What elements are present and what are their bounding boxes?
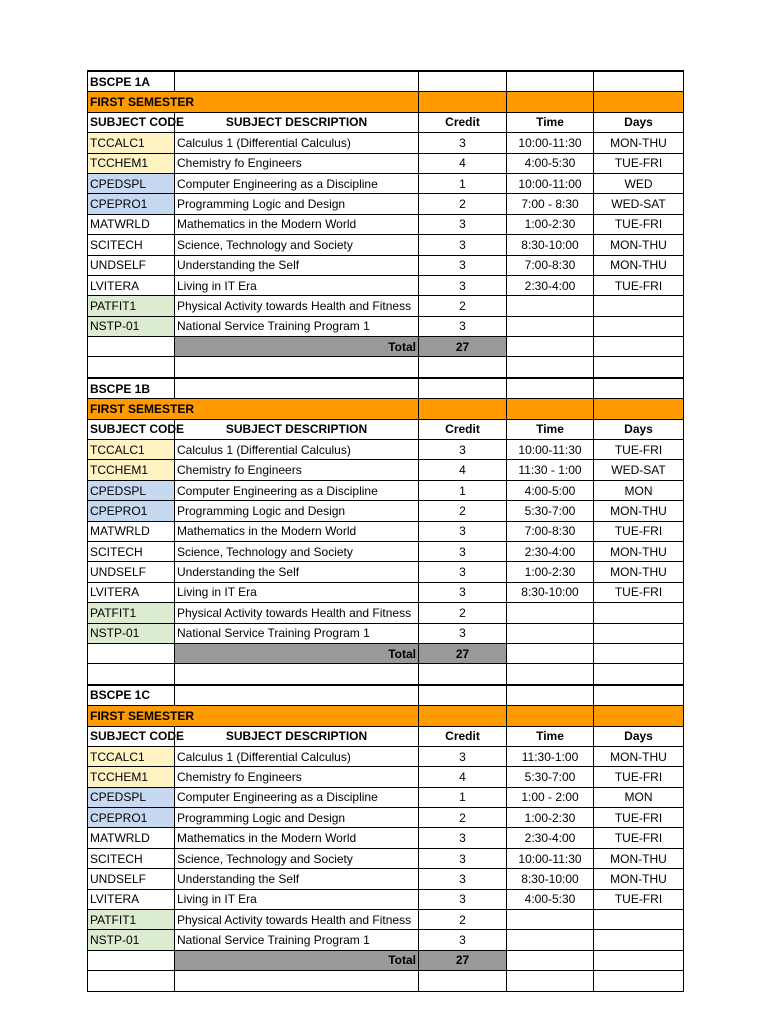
subject-description[interactable]: National Service Training Program 1 [175, 930, 419, 950]
subject-description[interactable]: Understanding the Self [175, 562, 419, 582]
subject-row [88, 808, 684, 828]
column-header-row [88, 112, 684, 132]
days[interactable]: MON-THU [594, 501, 684, 521]
days[interactable]: TUE-FRI [594, 808, 684, 828]
subject-code[interactable]: CPEDSPL [88, 173, 175, 193]
subject-row [88, 889, 684, 909]
section-title[interactable]: BSCPE 1A [88, 71, 175, 92]
days[interactable]: WED [594, 173, 684, 193]
empty-cell[interactable] [507, 950, 594, 970]
empty-cell[interactable] [88, 950, 175, 970]
subject-code[interactable]: PATFIT1 [88, 910, 175, 930]
subject-description[interactable]: Computer Engineering as a Discipline [175, 787, 419, 807]
subject-code[interactable]: CPEPRO1 [88, 194, 175, 214]
subject-row [88, 582, 684, 602]
subject-row [88, 153, 684, 173]
subject-description[interactable]: Chemistry fo Engineers [175, 767, 419, 787]
subject-row [88, 869, 684, 889]
time[interactable] [507, 603, 594, 623]
time[interactable]: 8:30-10:00 [507, 869, 594, 889]
subject-row [88, 133, 684, 153]
total-row [88, 643, 684, 663]
time[interactable] [507, 910, 594, 930]
subject-code[interactable]: CPEDSPL [88, 480, 175, 500]
days[interactable]: TUE-FRI [594, 214, 684, 234]
subject-code[interactable]: TCCHEM1 [88, 767, 175, 787]
subject-code[interactable]: LVITERA [88, 889, 175, 909]
credit[interactable]: 3 [419, 275, 507, 295]
subject-code[interactable]: MATWRLD [88, 521, 175, 541]
time[interactable]: 1:00-2:30 [507, 214, 594, 234]
empty-cell[interactable] [594, 71, 684, 92]
subject-row [88, 173, 684, 193]
days[interactable]: MON-THU [594, 848, 684, 868]
subject-description[interactable]: Calculus 1 (Differential Calculus) [175, 133, 419, 153]
credit[interactable]: 3 [419, 521, 507, 541]
credit[interactable]: 3 [419, 255, 507, 275]
empty-cell[interactable] [594, 685, 684, 706]
empty-cell[interactable] [88, 664, 175, 685]
subject-row [88, 440, 684, 460]
subject-description[interactable]: National Service Training Program 1 [175, 623, 419, 643]
days[interactable] [594, 910, 684, 930]
credit[interactable]: 2 [419, 910, 507, 930]
semester-label[interactable]: FIRST SEMESTER [88, 399, 419, 419]
empty-cell[interactable] [419, 664, 507, 685]
header-subject-code[interactable]: SUBJECT CODE [88, 726, 175, 746]
credit[interactable]: 3 [419, 541, 507, 561]
header-time[interactable]: Time [507, 419, 594, 439]
empty-cell[interactable] [88, 643, 175, 663]
subject-code[interactable]: TCCHEM1 [88, 460, 175, 480]
header-days[interactable]: Days [594, 726, 684, 746]
section-title-row [88, 685, 684, 706]
days[interactable] [594, 296, 684, 316]
spreadsheet [87, 70, 683, 992]
days[interactable]: MON-THU [594, 869, 684, 889]
subject-code[interactable]: CPEPRO1 [88, 808, 175, 828]
semester-row [88, 92, 684, 112]
empty-cell[interactable] [88, 971, 175, 991]
credit[interactable]: 3 [419, 214, 507, 234]
empty-cell[interactable] [419, 971, 507, 991]
subject-code[interactable]: MATWRLD [88, 214, 175, 234]
time[interactable]: 11:30-1:00 [507, 746, 594, 766]
subject-code[interactable]: SCITECH [88, 848, 175, 868]
credit[interactable]: 3 [419, 440, 507, 460]
subject-row [88, 275, 684, 295]
empty-cell[interactable] [507, 685, 594, 706]
empty-cell[interactable] [507, 71, 594, 92]
subject-row [88, 480, 684, 500]
header-credit[interactable]: Credit [419, 726, 507, 746]
time[interactable]: 4:00-5:00 [507, 480, 594, 500]
subject-code[interactable]: LVITERA [88, 582, 175, 602]
days[interactable]: MON-THU [594, 255, 684, 275]
empty-cell[interactable] [507, 706, 594, 726]
subject-description[interactable]: Science, Technology and Society [175, 848, 419, 868]
empty-cell[interactable] [175, 357, 419, 378]
subject-code[interactable]: PATFIT1 [88, 603, 175, 623]
time[interactable]: 1:00-2:30 [507, 562, 594, 582]
semester-row [88, 706, 684, 726]
empty-cell[interactable] [419, 399, 507, 419]
subject-description[interactable]: Physical Activity towards Health and Fitness [175, 603, 419, 623]
subject-row [88, 541, 684, 561]
empty-cell[interactable] [507, 357, 594, 378]
empty-cell[interactable] [419, 378, 507, 399]
subject-code[interactable]: SCITECH [88, 235, 175, 255]
empty-cell[interactable] [175, 971, 419, 991]
credit[interactable]: 3 [419, 746, 507, 766]
credit[interactable]: 3 [419, 623, 507, 643]
empty-cell[interactable] [507, 399, 594, 419]
days[interactable]: WED-SAT [594, 460, 684, 480]
subject-description[interactable]: Chemistry fo Engineers [175, 460, 419, 480]
subject-code[interactable]: PATFIT1 [88, 296, 175, 316]
credit[interactable]: 3 [419, 582, 507, 602]
time[interactable]: 2:30-4:00 [507, 275, 594, 295]
subject-code[interactable]: CPEPRO1 [88, 501, 175, 521]
column-header-row [88, 726, 684, 746]
subject-description[interactable]: Calculus 1 (Differential Calculus) [175, 440, 419, 460]
days[interactable]: MON [594, 787, 684, 807]
subject-description[interactable]: Living in IT Era [175, 275, 419, 295]
blank-row [88, 357, 684, 378]
empty-cell[interactable] [594, 643, 684, 663]
subject-row [88, 194, 684, 214]
subject-description[interactable]: Mathematics in the Modern World [175, 521, 419, 541]
subject-row [88, 460, 684, 480]
subject-code[interactable]: TCCALC1 [88, 746, 175, 766]
time[interactable] [507, 316, 594, 336]
time[interactable] [507, 930, 594, 950]
days[interactable]: TUE-FRI [594, 828, 684, 848]
time[interactable]: 10:00-11:30 [507, 440, 594, 460]
header-subject-description[interactable]: SUBJECT DESCRIPTION [175, 112, 419, 132]
header-subject-code[interactable]: SUBJECT CODE [88, 419, 175, 439]
empty-cell[interactable] [507, 643, 594, 663]
subject-description[interactable]: Living in IT Era [175, 582, 419, 602]
time[interactable]: 1:00 - 2:00 [507, 787, 594, 807]
time[interactable]: 10:00-11:00 [507, 173, 594, 193]
subject-row [88, 828, 684, 848]
subject-code[interactable]: TCCHEM1 [88, 153, 175, 173]
empty-cell[interactable] [507, 337, 594, 357]
time[interactable]: 7:00 - 8:30 [507, 194, 594, 214]
subject-row [88, 562, 684, 582]
days[interactable]: TUE-FRI [594, 521, 684, 541]
days[interactable]: TUE-FRI [594, 582, 684, 602]
subject-description[interactable]: Understanding the Self [175, 869, 419, 889]
empty-cell[interactable] [594, 378, 684, 399]
time[interactable]: 2:30-4:00 [507, 828, 594, 848]
header-days[interactable]: Days [594, 419, 684, 439]
days[interactable]: TUE-FRI [594, 440, 684, 460]
subject-description[interactable]: Programming Logic and Design [175, 194, 419, 214]
time[interactable]: 5:30-7:00 [507, 501, 594, 521]
subject-row [88, 848, 684, 868]
header-days[interactable]: Days [594, 112, 684, 132]
subject-description[interactable]: Calculus 1 (Differential Calculus) [175, 746, 419, 766]
header-subject-description[interactable]: SUBJECT DESCRIPTION [175, 419, 419, 439]
header-subject-code[interactable]: SUBJECT CODE [88, 112, 175, 132]
empty-cell[interactable] [175, 685, 419, 706]
time[interactable]: 4:00-5:30 [507, 889, 594, 909]
credit[interactable]: 2 [419, 603, 507, 623]
subject-description[interactable]: National Service Training Program 1 [175, 316, 419, 336]
empty-cell[interactable] [175, 664, 419, 685]
empty-cell[interactable] [507, 378, 594, 399]
empty-cell[interactable] [507, 92, 594, 112]
time[interactable]: 10:00-11:30 [507, 133, 594, 153]
time[interactable] [507, 623, 594, 643]
days[interactable]: TUE-FRI [594, 153, 684, 173]
credit[interactable]: 3 [419, 316, 507, 336]
subject-code[interactable]: LVITERA [88, 275, 175, 295]
semester-label[interactable]: FIRST SEMESTER [88, 706, 419, 726]
credit[interactable]: 3 [419, 869, 507, 889]
credit[interactable]: 2 [419, 501, 507, 521]
header-time[interactable]: Time [507, 726, 594, 746]
days[interactable]: MON [594, 480, 684, 500]
empty-cell[interactable] [594, 92, 684, 112]
subject-description[interactable]: Mathematics in the Modern World [175, 828, 419, 848]
days[interactable]: MON-THU [594, 541, 684, 561]
section-title-row [88, 378, 684, 399]
days[interactable]: MON-THU [594, 562, 684, 582]
subject-code[interactable]: UNDSELF [88, 562, 175, 582]
empty-cell[interactable] [419, 71, 507, 92]
total-value[interactable]: 27 [419, 950, 507, 970]
subject-row [88, 235, 684, 255]
empty-cell[interactable] [507, 971, 594, 991]
subject-description[interactable]: Mathematics in the Modern World [175, 214, 419, 234]
days[interactable] [594, 316, 684, 336]
credit[interactable]: 3 [419, 133, 507, 153]
subject-row [88, 767, 684, 787]
header-subject-description[interactable]: SUBJECT DESCRIPTION [175, 726, 419, 746]
subject-code[interactable]: UNDSELF [88, 255, 175, 275]
credit[interactable]: 1 [419, 787, 507, 807]
subject-description[interactable]: Chemistry fo Engineers [175, 153, 419, 173]
subject-code[interactable]: NSTP-01 [88, 316, 175, 336]
credit[interactable]: 3 [419, 889, 507, 909]
empty-cell[interactable] [88, 337, 175, 357]
subject-row [88, 521, 684, 541]
subject-description[interactable]: Computer Engineering as a Discipline [175, 480, 419, 500]
credit[interactable]: 3 [419, 235, 507, 255]
time[interactable]: 8:30-10:00 [507, 582, 594, 602]
empty-cell[interactable] [594, 664, 684, 685]
credit[interactable]: 1 [419, 480, 507, 500]
days[interactable]: TUE-FRI [594, 767, 684, 787]
time[interactable]: 7:00-8:30 [507, 521, 594, 541]
subject-row [88, 746, 684, 766]
subject-description[interactable]: Living in IT Era [175, 889, 419, 909]
total-row [88, 337, 684, 357]
blank-row [88, 664, 684, 685]
time[interactable]: 10:00-11:30 [507, 848, 594, 868]
subject-description[interactable]: Understanding the Self [175, 255, 419, 275]
time[interactable]: 7:00-8:30 [507, 255, 594, 275]
header-credit[interactable]: Credit [419, 112, 507, 132]
credit[interactable]: 4 [419, 767, 507, 787]
section-title[interactable]: BSCPE 1B [88, 378, 175, 399]
header-time[interactable]: Time [507, 112, 594, 132]
blank-row [88, 971, 684, 991]
empty-cell[interactable] [594, 706, 684, 726]
subject-description[interactable]: Programming Logic and Design [175, 501, 419, 521]
total-value[interactable]: 27 [419, 643, 507, 663]
days[interactable]: TUE-FRI [594, 889, 684, 909]
subject-code[interactable]: NSTP-01 [88, 623, 175, 643]
empty-cell[interactable] [419, 92, 507, 112]
subject-row [88, 787, 684, 807]
time[interactable]: 11:30 - 1:00 [507, 460, 594, 480]
days[interactable]: MON-THU [594, 746, 684, 766]
subject-row [88, 603, 684, 623]
column-header-row [88, 419, 684, 439]
empty-cell[interactable] [175, 71, 419, 92]
subject-code[interactable]: NSTP-01 [88, 930, 175, 950]
subject-description[interactable]: Physical Activity towards Health and Fitness [175, 910, 419, 930]
credit[interactable]: 3 [419, 562, 507, 582]
empty-cell[interactable] [594, 357, 684, 378]
subject-row [88, 501, 684, 521]
subject-description[interactable]: Science, Technology and Society [175, 541, 419, 561]
credit[interactable]: 2 [419, 808, 507, 828]
days[interactable] [594, 930, 684, 950]
subject-row [88, 910, 684, 930]
subject-row [88, 930, 684, 950]
empty-cell[interactable] [594, 399, 684, 419]
time[interactable]: 4:00-5:30 [507, 153, 594, 173]
credit[interactable]: 1 [419, 173, 507, 193]
total-label[interactable]: Total [175, 337, 419, 357]
time[interactable]: 1:00-2:30 [507, 808, 594, 828]
section-title-row [88, 71, 684, 92]
subject-description[interactable]: Science, Technology and Society [175, 235, 419, 255]
semester-row [88, 399, 684, 419]
header-credit[interactable]: Credit [419, 419, 507, 439]
total-row [88, 950, 684, 970]
subject-code[interactable]: SCITECH [88, 541, 175, 561]
credit[interactable]: 3 [419, 848, 507, 868]
subject-row [88, 255, 684, 275]
empty-cell[interactable] [594, 950, 684, 970]
days[interactable] [594, 623, 684, 643]
schedule-table [87, 70, 684, 992]
empty-cell[interactable] [175, 378, 419, 399]
empty-cell[interactable] [419, 706, 507, 726]
subject-code[interactable]: MATWRLD [88, 828, 175, 848]
section-title[interactable]: BSCPE 1C [88, 685, 175, 706]
subject-description[interactable]: Programming Logic and Design [175, 808, 419, 828]
credit[interactable]: 3 [419, 828, 507, 848]
empty-cell[interactable] [419, 685, 507, 706]
subject-row [88, 623, 684, 643]
credit[interactable]: 3 [419, 930, 507, 950]
empty-cell[interactable] [507, 664, 594, 685]
time[interactable]: 8:30-10:00 [507, 235, 594, 255]
subject-code[interactable]: UNDSELF [88, 869, 175, 889]
credit[interactable]: 2 [419, 296, 507, 316]
empty-cell[interactable] [594, 971, 684, 991]
subject-code[interactable]: TCCALC1 [88, 133, 175, 153]
subject-row [88, 296, 684, 316]
empty-cell[interactable] [594, 337, 684, 357]
days[interactable]: TUE-FRI [594, 275, 684, 295]
total-value[interactable]: 27 [419, 337, 507, 357]
credit[interactable]: 4 [419, 153, 507, 173]
credit[interactable]: 4 [419, 460, 507, 480]
total-label[interactable]: Total [175, 950, 419, 970]
time[interactable] [507, 296, 594, 316]
total-label[interactable]: Total [175, 643, 419, 663]
credit[interactable]: 2 [419, 194, 507, 214]
subject-code[interactable]: TCCALC1 [88, 440, 175, 460]
empty-cell[interactable] [419, 357, 507, 378]
days[interactable]: MON-THU [594, 235, 684, 255]
time[interactable]: 2:30-4:00 [507, 541, 594, 561]
subject-description[interactable]: Physical Activity towards Health and Fitness [175, 296, 419, 316]
empty-cell[interactable] [88, 357, 175, 378]
subject-row [88, 214, 684, 234]
time[interactable]: 5:30-7:00 [507, 767, 594, 787]
subject-row [88, 316, 684, 336]
subject-description[interactable]: Computer Engineering as a Discipline [175, 173, 419, 193]
days[interactable]: MON-THU [594, 133, 684, 153]
semester-label[interactable]: FIRST SEMESTER [88, 92, 419, 112]
subject-code[interactable]: CPEDSPL [88, 787, 175, 807]
days[interactable] [594, 603, 684, 623]
days[interactable]: WED-SAT [594, 194, 684, 214]
